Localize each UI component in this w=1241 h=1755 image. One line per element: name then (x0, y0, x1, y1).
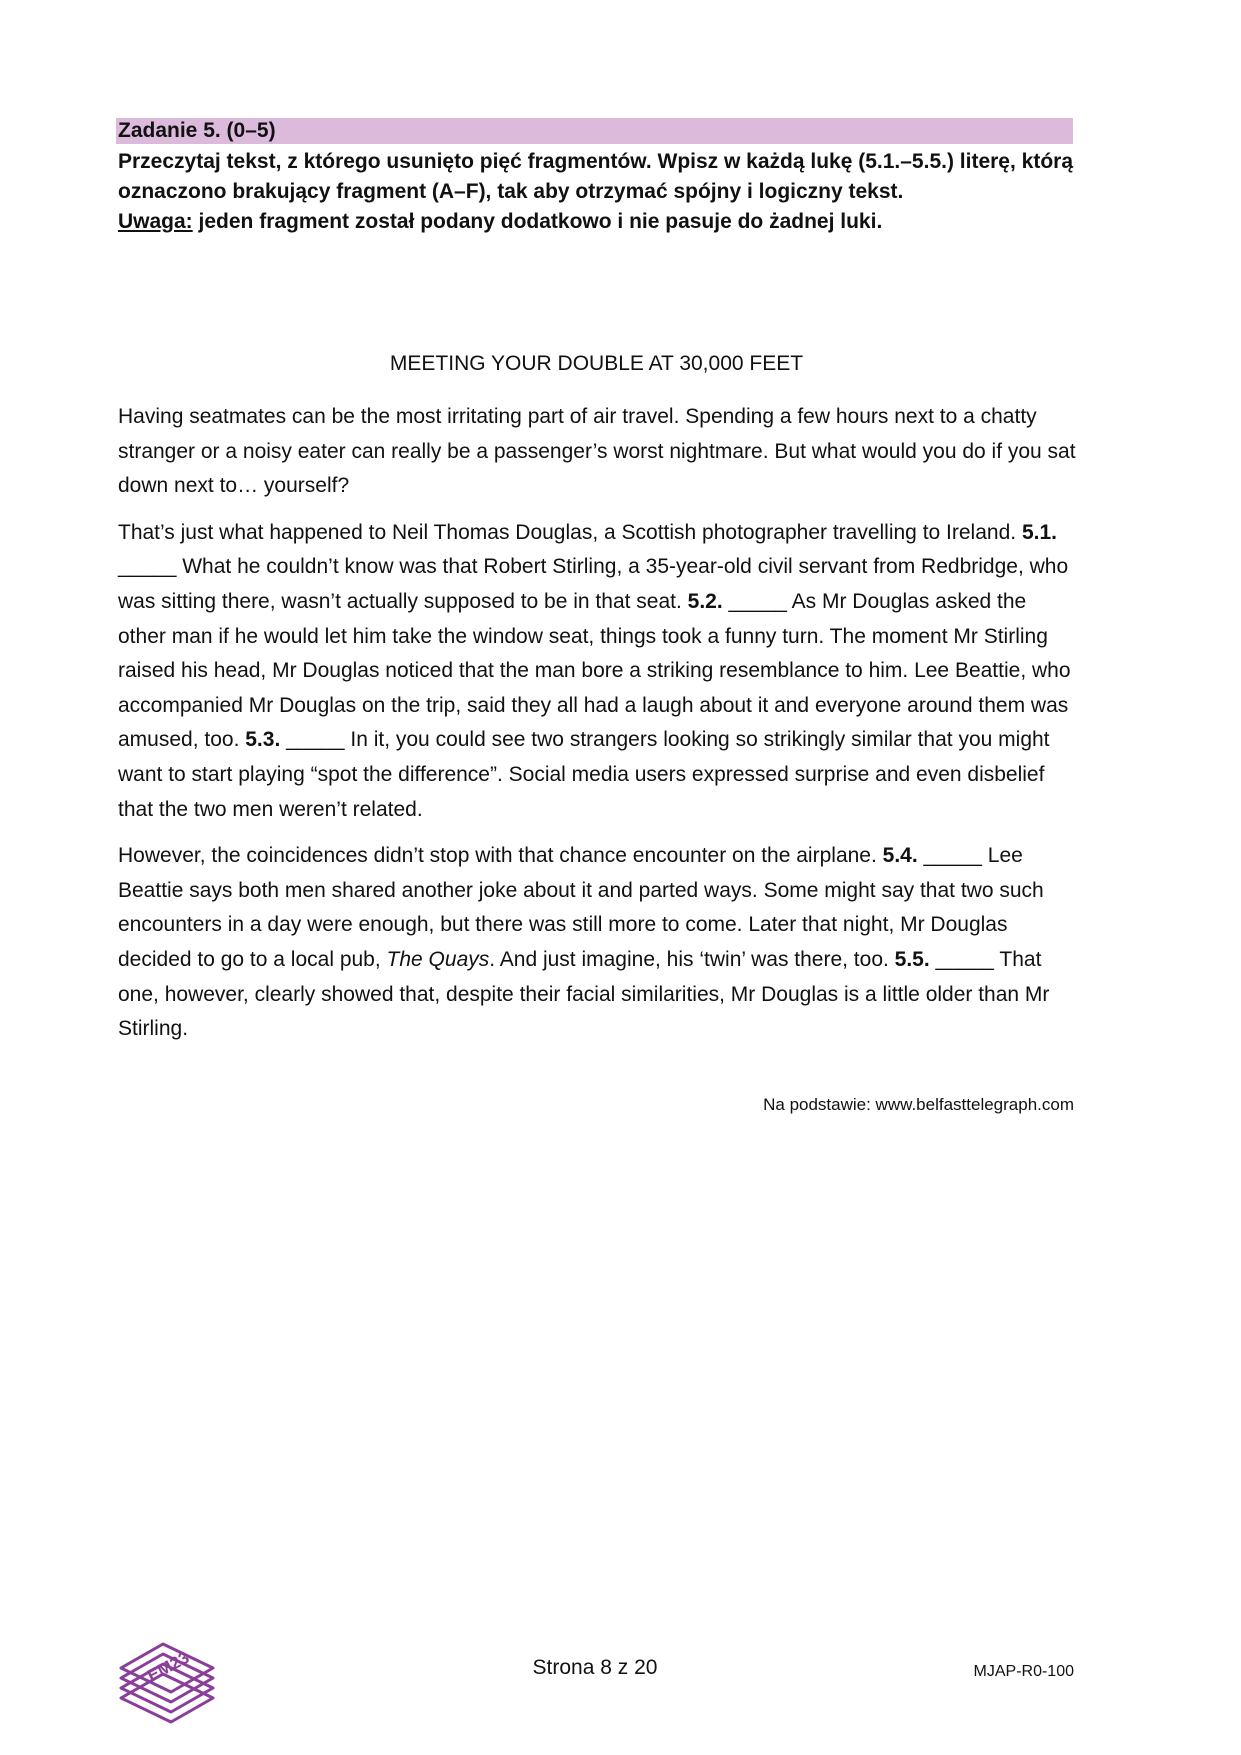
gap-label-5-5: 5.5. (894, 947, 930, 971)
text-span: As Mr Douglas asked the other man if he would let him take the window seat, things took a funny turn. The moment Mr Stirling raised his head, Mr Douglas noticed that the man bore a striking resemblance to him. Lee Beattie, who accompanied Mr Douglas on the trip, said they all had a laugh about it and everyone around them was amused, too. (118, 589, 1071, 752)
article-body (118, 400, 1076, 1059)
text-span: Lee Beattie says both men shared another joke about it and parted ways. Some might say that two such encounters in a day were enough, but there was still more to come. Later that night, Mr Douglas decided to go to a local pub, (118, 844, 1044, 971)
task-header: Zadanie 5. (0–5) (116, 118, 1073, 144)
pub-name: The Quays (386, 947, 490, 971)
exam-code: MJAP-R0-100 (973, 1663, 1074, 1680)
source-citation: Na podstawie: www.belfasttelegraph.com (763, 1095, 1074, 1114)
text-span: . And just imagine, his ‘twin’ was there, too. (489, 947, 895, 971)
text-span: That’s just what happened to Neil Thomas Douglas, a Scottish photographer travelling to Ireland. (118, 520, 1022, 544)
gap-label-5-2: 5.2. (687, 589, 723, 613)
text-span: However, the coincidences didn’t stop with that chance encounter on the airplane. (118, 844, 883, 868)
article-title: MEETING YOUR DOUBLE AT 30,000 FEET (389, 352, 804, 375)
note-label: Uwaga: (118, 210, 193, 233)
task-instructions (118, 147, 1078, 237)
cke-logo-icon (117, 1636, 217, 1732)
gap-5-1[interactable]: _____ (118, 555, 177, 579)
gap-label-5-4: 5.4. (882, 844, 918, 868)
paragraph-3 (118, 839, 1076, 1047)
note-line (118, 207, 1078, 237)
instruction-text: Przeczytaj tekst, z którego usunięto pięć fragmentów. Wpisz w każdą lukę (5.1.–5.5.) literę, którą oznaczono brakujący fragment (A–F), tak aby otrzymać spójny i logiczny tekst. (118, 150, 1073, 203)
gap-5-2[interactable]: _____ (728, 589, 787, 613)
gap-5-4[interactable]: _____ (923, 844, 982, 868)
gap-5-3[interactable]: _____ (286, 728, 345, 752)
note-text: jeden fragment został podany dodatkowo i nie pasuje do żadnej luki. (192, 210, 883, 233)
paragraph-2 (118, 516, 1076, 827)
text-span: That one, however, clearly showed that, despite their facial similarities, Mr Douglas is a little older than Mr Stirling. (118, 947, 1050, 1041)
text-span: What he couldn’t know was that Robert Stirling, a 35-year-old civil servant from Redbridge, who was sitting there, wasn’t actually supposed to be in that seat. (118, 555, 1069, 613)
text-span: In it, you could see two strangers looking so strikingly similar that you might want to start playing “spot the difference”. Social media users expressed surprise and even disbelief that the two men weren’t related. (118, 728, 1050, 821)
logo-text: EM23 (144, 1647, 193, 1686)
gap-label-5-3: 5.3. (245, 728, 281, 752)
page-number: Strona 8 z 20 (532, 1656, 658, 1679)
paragraph-1: Having seatmates can be the most irritating part of air travel. Spending a few hours next to a chatty stranger or a noisy eater can really be a passenger’s worst nightmare. But what would you do if you sat down next to… yourself? (118, 405, 1076, 498)
gap-label-5-1: 5.1. (1021, 520, 1057, 544)
gap-5-5[interactable]: _____ (935, 947, 994, 971)
